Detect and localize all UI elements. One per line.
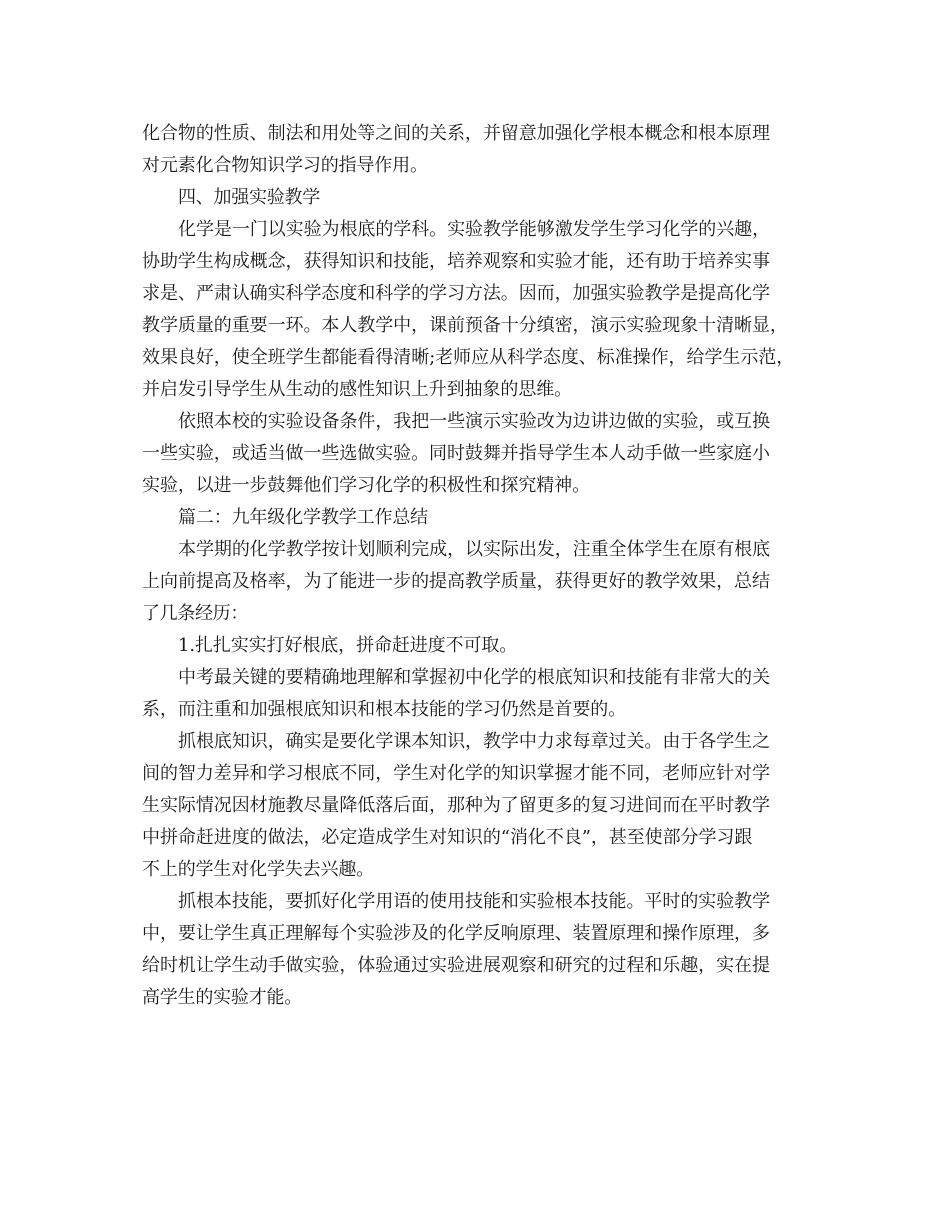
text-line: 中，要让学生真正理解每个实验涉及的化学反响原理、装置原理和操作原理，多 (142, 923, 770, 944)
text-line: 间的智力差异和学习根底不同，学生对化学的知识掌握才能不同，老师应针对学 (142, 763, 770, 784)
text-line: 依照本校的实验设备条件，我把一些演示实验改为边讲边做的实验，或互换 (178, 411, 771, 432)
text-line: 化学是一门以实验为根底的学科。实验教学能够激发学生学习化学的兴趣， (178, 219, 771, 240)
text-line: 效果良好，使全班学生都能看得清晰;老师应从科学态度、标准操作，给学生示范， (142, 347, 795, 368)
text-line: 生实际情况因材施教尽量降低落后面，那种为了留更多的复习进间而在平时教学 (142, 795, 770, 816)
text-line: 本学期的化学教学按计划顺利完成，以实际出发，注重全体学生在原有根底 (178, 539, 771, 560)
text-line: 求是、严肃认确实科学态度和科学的学习方法。因而，加强实验教学是提高化学 (142, 283, 770, 304)
text-line: 对元素化合物知识学习的指导作用。 (142, 155, 428, 176)
text-line: 1.扎扎实实打好根底，拼命赶进度不可取。 (178, 635, 518, 656)
text-line: 一些实验，或适当做一些选做实验。同时鼓舞并指导学生本人动手做一些家庭小 (142, 443, 770, 464)
text-line: 篇二：九年级化学教学工作总结 (178, 507, 429, 528)
text-line: 系，而注重和加强根底知识和根本技能的学习仍然是首要的。 (142, 699, 627, 720)
text-line: 了几条经历： (142, 603, 249, 624)
text-line: 教学质量的重要一环。本人教学中，课前预备十分缜密，演示实验现象十清晰显， (142, 315, 788, 336)
text-line: 高学生的实验才能。 (142, 987, 303, 1008)
text-line: 并启发引导学生从生动的感性知识上升到抽象的思维。 (142, 379, 573, 400)
body-text (142, 118, 812, 1014)
text-line: 中考最关键的要精确地理解和掌握初中化学的根底知识和技能有非常大的关 (178, 667, 771, 688)
text-line: 上向前提高及格率，为了能进一步的提高教学质量，获得更好的教学效果，总结 (142, 571, 770, 592)
text-line: 抓根底知识，确实是要化学课本知识，教学中力求每章过关。由于各学生之 (178, 731, 771, 752)
text-line: 四、加强实验教学 (178, 187, 320, 208)
text-line: 化合物的性质、制法和用处等之间的关系，并留意加强化学根本概念和根本原理 (142, 123, 770, 144)
text-line: 中拼命赶进度的做法，必定造成学生对知识的“消化不良”，甚至使部分学习跟 (142, 827, 753, 848)
text-line: 抓根本技能，要抓好化学用语的使用技能和实验根本技能。平时的实验教学 (178, 891, 771, 912)
text-line: 实验，以进一步鼓舞他们学习化学的积极性和探究精神。 (142, 475, 590, 496)
text-line: 协助学生构成概念，获得知识和技能，培养观察和实验才能，还有助于培养实事 (142, 251, 770, 272)
text-line: 不上的学生对化学失去兴趣。 (142, 859, 375, 880)
text-line: 给时机让学生动手做实验，体验通过实验进展观察和研究的过程和乐趣，实在提 (142, 955, 770, 976)
